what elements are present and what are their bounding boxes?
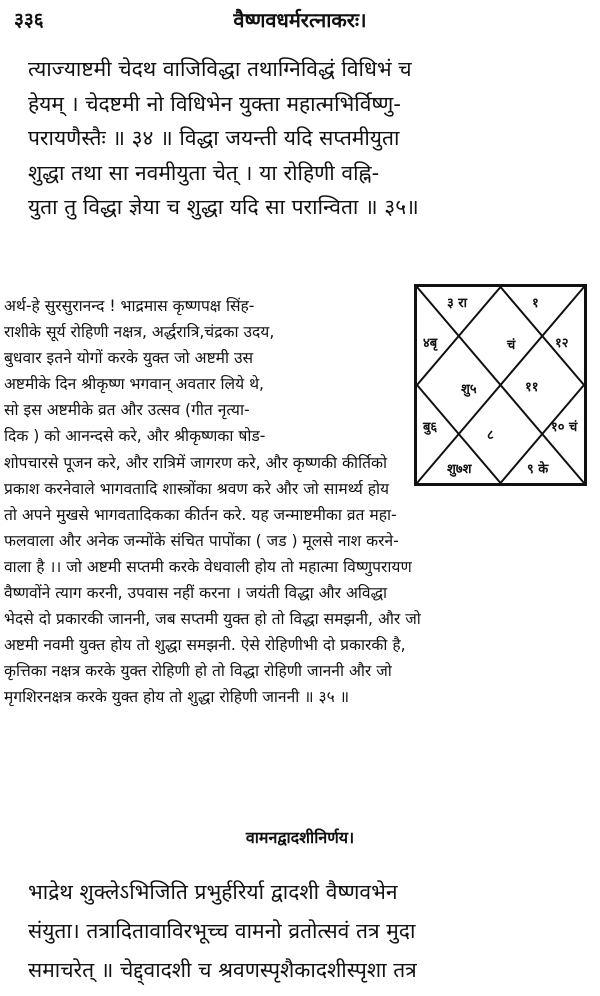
verse-line: भाद्रेथ शुक्लेऽभिजिति प्रभुर्हरिर्या द्वादशी वैष्णवभेन: [28, 880, 398, 904]
horoscope-chart: [414, 284, 587, 486]
verse-line: युता तु विद्धा ज्ञेया च शुद्धा यदि सा परान्विता ॥ ३५॥: [28, 195, 419, 220]
commentary-line: अर्थ-हे सुरसुरानन्द ! भाद्रमास कृष्णपक्ष सिंह-: [4, 297, 255, 315]
page-header: [14, 6, 586, 36]
house-label: बु६: [423, 420, 438, 435]
commentary-line: दिक ) को आनन्दसे करे, और श्रीकृष्णका षोड-: [4, 427, 266, 446]
chart-grid-lines: [417, 287, 584, 483]
verse-line: हेयम् । चेदष्टमी नो विधिभेन युक्ता महात्मभिर्विष्णु-: [28, 91, 401, 116]
commentary-line: वैष्णवोंने त्याग करनी, उपवास नहीं करना । जयंती विद्धा और अविद्धा: [4, 584, 388, 603]
house-label: ४बृ: [423, 336, 438, 351]
running-title: वैष्णवधर्मरत्नाकरः।: [233, 8, 367, 32]
house-label: १: [532, 296, 539, 311]
commentary-line: कृत्तिका नक्षत्र करके युक्त रोहिणी हो तो विद्धा रोहिणी जाननी और जो: [4, 662, 392, 681]
house-label: ८: [487, 428, 494, 443]
verse-line: समाचरेत् ॥ चेद्द्वादशी च श्रवणस्पृशैकादशीस्पृशा तत्र: [28, 958, 417, 982]
commentary-line: सो इस अष्टमीके व्रत और उत्सव (गीत नृत्या-: [4, 401, 250, 420]
commentary-line: भेदसे दो प्रकारकी जाननी, जब सप्तमी युक्त हो तो विद्धा समझनी, और जो: [4, 610, 421, 629]
commentary-line: अष्टमी नवमी युक्त होय तो शुद्धा समझनी. ऐसे रोहिणीभी दो प्रकारकी है,: [4, 636, 406, 655]
commentary-line: फलवाला और अनेक जन्मोंके संचित पापोंका ( जड ) मूलसे नाश करने-: [4, 531, 399, 550]
verse-line: संयुता। तत्रादितावाविरभूच्च वामनो व्रतोत्सवं तत्र मुदा: [28, 919, 416, 943]
commentary-line: प्रकाश करनेवाले भागवतादि शास्त्रोंका श्रवण करे और जो सामर्थ्य होय: [4, 479, 390, 498]
commentary-line: अष्टमीके दिन श्रीकृष्ण भगवान् अवतार लिये थे,: [4, 375, 264, 394]
sanskrit-verse-bottom: [28, 873, 590, 990]
house-label: शु५: [461, 382, 477, 397]
commentary-line: बुधवार इतने योगों करके युक्त जो अष्टमी उस: [4, 349, 254, 368]
house-label: शु७श: [447, 462, 472, 477]
verse-line: त्याज्याष्टमी चेदथ वाजिविद्धा तथाग्निविद्धं विधिभं च: [28, 57, 412, 81]
house-label: १२: [555, 336, 569, 351]
house-label: ३ रा: [447, 296, 467, 311]
commentary-line: राशीके सूर्य रोहिणी नक्षत्र, अर्द्धरात्रि,चंद्रका उदय,: [4, 323, 275, 342]
house-label: चं: [507, 338, 516, 353]
house-label: १० चं: [551, 420, 578, 435]
verse-line: परायणैस्तैः ॥ ३४ ॥ विद्धा जयन्ती यदि सप्तमीयुता: [28, 126, 400, 151]
section-subheading: वामनद्वादशीनिर्णय।: [245, 828, 355, 847]
house-label: ९ के: [527, 462, 549, 477]
page-number: ३३६: [14, 9, 44, 31]
commentary-line: शोपचारसे पूजन करे, और रात्रिमें जागरण करे, और कृष्णकी कीर्तिको: [4, 453, 388, 472]
commentary-line: तो अपने मुखसे भागवतादिकका कीर्तन करे. यह जन्माष्टमीका व्रत महा-: [4, 505, 397, 524]
verse-line: शुद्धा तथा सा नवमीयुता चेत् । या रोहिणी वह्नि-: [28, 160, 380, 185]
house-label: ११: [525, 380, 539, 395]
commentary-line: मृगशिरनक्षत्र करके युक्त होय तो शुद्धा रोहिणी जाननी ॥ ३५ ॥: [4, 688, 350, 707]
sanskrit-verse-top: [28, 52, 590, 225]
commentary-line: वाला है ।। जो अष्टमी सप्तमी करके वेधवाली होय तो महात्मा विष्णुपरायण: [4, 557, 412, 576]
